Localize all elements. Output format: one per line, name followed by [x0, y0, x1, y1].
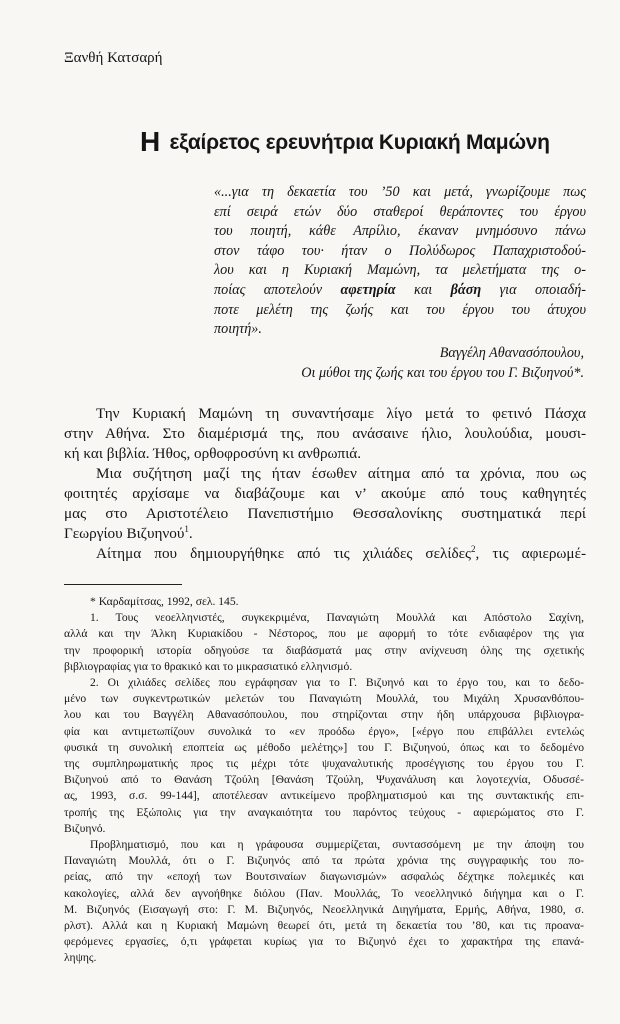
- footnote-3-line: ρλστ). Αλλά και η Κυριακή Μαμώνη θεωρεί ότι, μετά τη δεκαετία του ’80, και τις προανα-: [64, 919, 584, 933]
- footnote-2-line: φυσικά τη συνολική εποπτεία ως μέθοδο μελέτης»] του Γ. Βιζυηνού, όπως και το δεδομένο: [64, 740, 584, 754]
- epigraph-line: επί σειρά ετών δύο σταθεροί θεράποντες του έργου: [214, 203, 586, 220]
- epigraph-quote: [214, 183, 586, 340]
- body-line: Μια συζήτηση μαζί της ήταν έσωθεν αίτημα από τα χρόνια, που ως: [96, 465, 586, 482]
- footnote-3-line: ληψης.: [64, 951, 97, 965]
- footnote-3-line: Προβληματισμό, που και η γράφουσα συμμερίζεται, συντασσόμενη με την άποψη του: [90, 838, 584, 852]
- footnotes: [64, 594, 584, 967]
- body-line: [64, 524, 586, 544]
- footnote-1-line: 1. Τους νεοελληνιστές, συγκεκριμένα, Παναγιώτη Μουλλά και Απόστολο Σαχίνη,: [90, 611, 584, 625]
- epigraph-text: και: [395, 281, 451, 298]
- footnote-1-line: βιβλιογραφίας για το θρακικό και το μικρασιατικό ελληνισμό.: [64, 659, 353, 673]
- footnote-2-line: Βιζυηνό.: [64, 821, 106, 835]
- body-text-run: .: [188, 525, 193, 542]
- epigraph-line: «...για τη δεκαετία του ’50 και μετά, γνωρίζουμε πως: [214, 184, 586, 200]
- body-line: Την Κυριακή Μαμώνη τη συναντήσαμε λίγο μετά το φετινό Πάσχα: [96, 405, 586, 422]
- emphasis-aphetiria: αφετηρία: [340, 281, 396, 298]
- footnote-3-line: ρείας, από την «εποχή των Βουτσιναίων διαγωνισμών» ασφαλώς δέχτηκε πολεμικές και: [64, 870, 584, 884]
- footnote-2-line: τροπής της Εξώπολις για την αναγκαιότητα του παρόντος τεύχους - αφιερώματος στο Γ.: [64, 805, 584, 819]
- epigraph-line-emphasis: [214, 281, 586, 301]
- footnote-1-line: αλλά και την Άλκη Κυριακίδου - Νέστορος, που με αφορμή το τότε ενδιαφέρον της για: [64, 627, 584, 641]
- article-title: [140, 126, 580, 158]
- epigraph-line: του ποιητή, κάθε Απρίλιο, έκαναν μνημόσυνο πάνω: [214, 223, 586, 240]
- footnote-ref-2[interactable]: 2: [471, 544, 476, 554]
- running-header-author: Ξανθή Κατσαρή: [64, 50, 163, 66]
- epigraph-line: ποιητή».: [214, 321, 262, 338]
- body-text-run: , τις αφιερωμέ-: [475, 545, 587, 562]
- footnote-2-line: μένο των συγκεντρωτικών μελετών του Παναγιώτη Μουλλά, του Μιχάλη Χρυσανθόπου-: [64, 692, 584, 706]
- footnote-2-line: 2. Οι χιλιάδες σελίδες που εγράφησαν για το Γ. Βιζυηνό και το έργο του, και το δεδο-: [90, 676, 584, 690]
- footnote-3-line: Παναγιώτη Μουλλά, ότι ο Γ. Βιζυηνός από τα πρώτα χρόνια της συγγραφικής του πο-: [64, 854, 584, 868]
- epigraph-attribution-work: Οι μύθοι της ζωής και του έργου του Γ. Βιζυηνού*.: [301, 365, 584, 381]
- body-text: [64, 404, 586, 564]
- epigraph-line: ποτε μελέτη της ζωής και του έργου του άτυχου: [214, 301, 586, 318]
- footnote-3-line: Μ. Βιζυηνός (Εισαγωγή στο: Γ. Μ. Βιζυηνός, Νεοελληνικά Διηγήματα, Ερμής, Αθήνα, 1980, σ.: [64, 902, 584, 916]
- footnote-3-line: κακολογίες, αλλά δεν αγνοήθηκε διόλου (Παν. Μουλλάς, Το νεοελληνικό διήγημα και ο Γ.: [64, 886, 584, 900]
- footnote-2-line: Βιζυηνού από το Θανάση Τζούλη [Θανάση Τζούλη, Ψυχανάλυση και λογοτεχνία, Οδυσσέ-: [64, 773, 584, 787]
- epigraph-line: στον τάφο του· ήταν ο Πολύδωρος Παπαχριστοδού-: [214, 242, 586, 259]
- title-text: εξαίρετος ερευνήτρια Κυριακή Μαμώνη: [163, 131, 550, 154]
- body-line: φοιτητές αρχίσαμε να διαβάζουμε και ν’ ακούμε από τους καθηγητές: [64, 485, 586, 502]
- body-text-run: Αίτημα που δημιουργήθηκε από τις χιλιάδες σελίδες: [96, 545, 471, 562]
- epigraph-attribution-author: Βαγγέλη Αθανασόπουλου,: [439, 345, 584, 361]
- footnote-1-line: την προφορική ιστορία οδηγούσε τα διαβάσματά μας στην ανίχνευση όλης της σχετικής: [64, 643, 584, 657]
- epigraph-text: για οποιαδή-: [481, 281, 587, 298]
- footnote-2-line: φία και αντιμετωπίζουν συνολικά το «εν προόδω έργο», [«έργο που επιβάλλει εντελώς: [64, 724, 584, 738]
- footnote-divider: [64, 584, 182, 585]
- footnote-star: * Καρδαμίτσας, 1992, σελ. 145.: [90, 595, 239, 608]
- footnote-2-line: της συμπληρωματικής προς τις μέχρι τότε ψυχαναλυτικής προσέγγισης του έργου του Γ.: [64, 757, 584, 771]
- footnote-2-line: λου και του Βαγγέλη Αθανασόπουλου, που στηρίζονται στην ήδη υπάρχουσα βιβλιογρα-: [64, 708, 584, 722]
- title-initial: Η: [140, 126, 160, 157]
- body-text-run: Γεωργίου Βιζυηνού: [64, 525, 185, 542]
- epigraph-text: ποίας αποτελούν: [214, 281, 323, 298]
- body-line: κή και βιβλία. Ήθος, ορθοφροσύνη κι ανθρωπιά.: [64, 445, 362, 462]
- body-line: στην Αθήνα. Στο διαμέρισμά της, που ανάσαινε ήλιο, λουλούδια, μουσι-: [64, 425, 586, 442]
- emphasis-vasi: βάση: [450, 281, 482, 298]
- epigraph-line: λου και η Κυριακή Μαμώνη, τα μελετήματα της ο-: [214, 262, 586, 279]
- footnote-2-line: ας, 1993, σ.σ. 99-144], αποτέλεσαν αντικείμενο προβληματισμού και της συντακτικής επι-: [64, 789, 584, 803]
- body-line: [64, 544, 586, 564]
- footnote-ref-1[interactable]: 1: [184, 524, 189, 534]
- body-line: μας στο Αριστοτέλειο Πανεπιστήμιο Θεσσαλονίκης συστηματικά περί: [64, 505, 586, 522]
- footnote-3-line: φερόμενες εργασίες, ό,τι γράφεται κυρίως για το Βιζυηνό έχει το χαρακτήρα της επανά-: [64, 935, 584, 949]
